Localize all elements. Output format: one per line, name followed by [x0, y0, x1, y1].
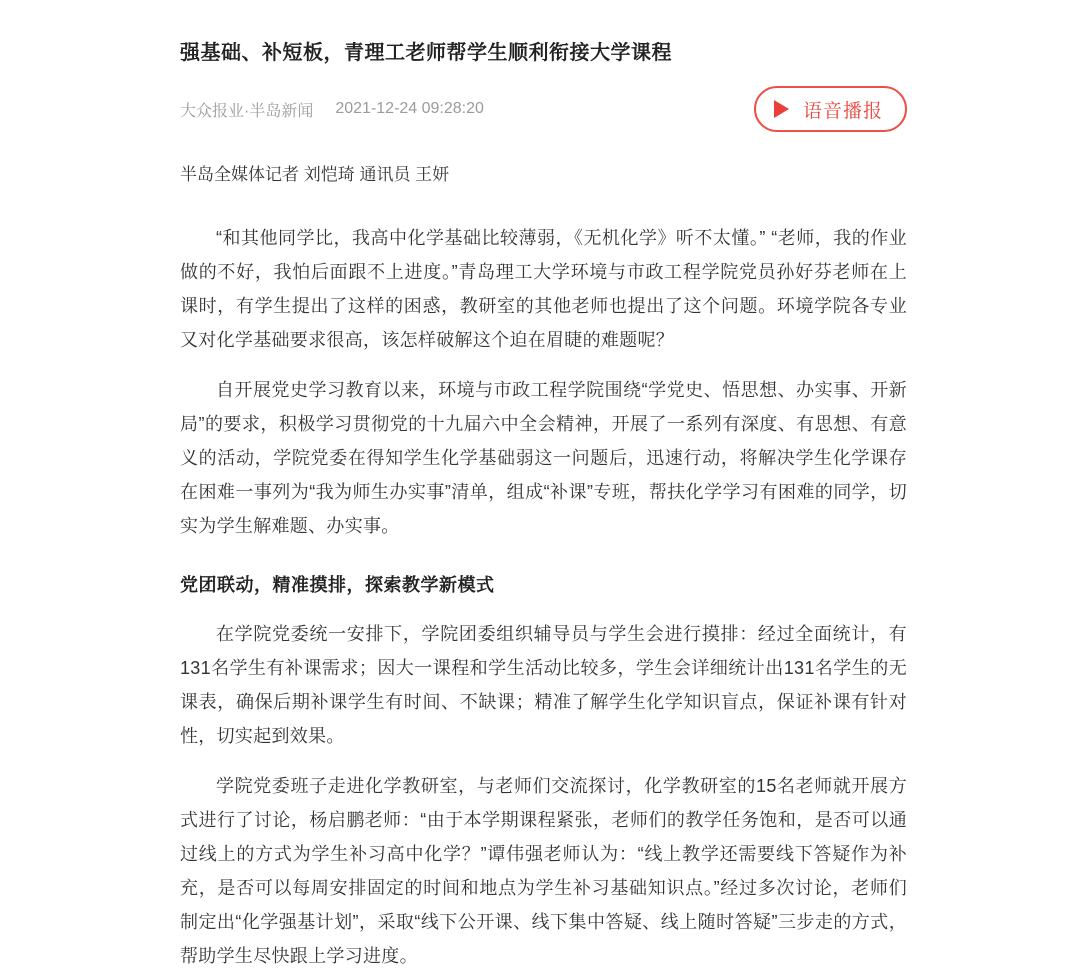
article-paragraph-3: 在学院党委统一安排下，学院团委组织辅导员与学生会进行摸排：经过全面统计，有131名学生有补课需求；因大一课程和学生活动比较多，学生会详细统计出131名学生的无课表，确保后期补课学生有时间、不缺课；精准了解学生化学知识盲点，保证补课有针对性，切实起到效果。 [180, 624, 907, 746]
article-paragraph-4: 学院党委班子走进化学教研室，与老师们交流探讨，化学教研室的15名老师就开展方式进行了讨论，杨启鹏老师：“由于本学期课程紧张，老师们的教学任务饱和，是否可以通过线上的方式为学生补习高中化学？”谭伟强老师认为：“线上教学还需要线下答疑作为补充，是否可以每周安排固定的时间和地点为学生补习基础知识点。”经过多次讨论，老师们制定出“化学强基计划”，采取“线下公开课、线下集中答疑、线上随时答疑”三步走的方式，帮助学生尽快跟上学习进度。 [180, 776, 907, 966]
article-paragraph-2: 自开展党史学习教育以来，环境与市政工程学院围绕“学党史、悟思想、办实事、开新局”的要求，积极学习贯彻党的十九届六中全会精神，开展了一系列有深度、有思想、有意义的活动，学院党委在得知学生化学基础弱这一问题后，迅速行动，将解决学生化学课存在困难一事列为“我为师生办实事”清单，组成“补课”专班，帮扶化学学习有困难的同学，切实为学生解难题、办实事。 [180, 380, 907, 536]
article-meta-row [180, 86, 907, 132]
voice-broadcast-button[interactable] [754, 86, 907, 132]
article-container [180, 0, 907, 973]
article-source: 大众报业·半岛新闻 [180, 102, 314, 120]
play-icon [774, 100, 789, 118]
article-paragraph-1: “和其他同学比，我高中化学基础比较薄弱，《无机化学》听不太懂。” “老师，我的作业做的不好，我怕后面跟不上进度。”青岛理工大学环境与市政工程学院党员孙好芬老师在上课时，有学生提出了这样的困惑，教研室的其他老师也提出了这个问题。环境学院各专业又对化学基础要求很高，该怎样破解这个迫在眉睫的难题呢？ [180, 228, 907, 350]
voice-broadcast-label: 语音播报 [802, 100, 883, 122]
section-subheading: 党团联动，精准摸排，探索教学新模式 [180, 575, 495, 595]
article-title: 强基础、补短板，青理工老师帮学生顺利衔接大学课程 [180, 42, 672, 64]
article-datetime: 2021-12-24 09:28:20 [335, 100, 484, 117]
article-byline: 半岛全媒体记者 刘恺琦 通讯员 王妍 [180, 165, 450, 184]
